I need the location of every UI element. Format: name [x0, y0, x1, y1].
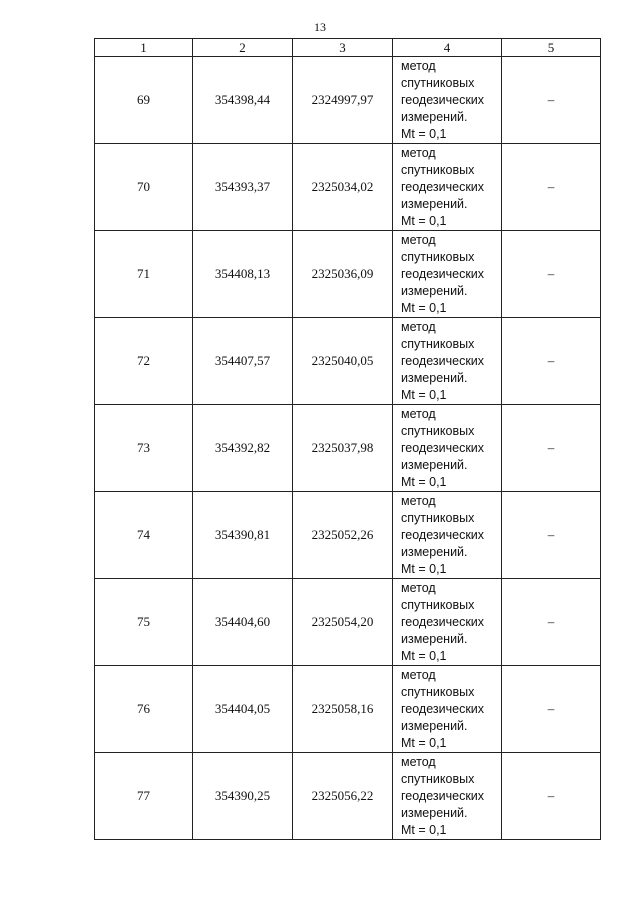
method-line: измерений.: [401, 196, 468, 211]
table-header-row: [95, 39, 601, 57]
table-row: [95, 492, 601, 579]
method-line: метод: [401, 493, 436, 508]
method-line: метод: [401, 406, 436, 421]
method-line: метод: [401, 754, 436, 769]
method-line: измерений.: [401, 718, 468, 733]
x-coordinate-cell: 354404,60: [193, 579, 293, 666]
note-cell: –: [502, 753, 601, 840]
y-coordinate-cell: 2325037,98: [293, 405, 393, 492]
x-coordinate-cell: 354404,05: [193, 666, 293, 753]
method-cell: [393, 753, 502, 840]
table-row: [95, 318, 601, 405]
method-line: геодезических: [401, 614, 485, 629]
y-coordinate-cell: 2324997,97: [293, 57, 393, 144]
method-line: Mt = 0,1: [401, 561, 447, 576]
point-number-cell: 77: [95, 753, 193, 840]
method-line: спутниковых: [401, 771, 475, 786]
method-line: метод: [401, 58, 436, 73]
note-cell: –: [502, 579, 601, 666]
method-line: геодезических: [401, 440, 485, 455]
column-header-2: 2: [193, 39, 293, 57]
method-line: метод: [401, 667, 436, 682]
method-line: спутниковых: [401, 510, 475, 525]
point-number-cell: 73: [95, 405, 193, 492]
method-line: Mt = 0,1: [401, 213, 447, 228]
method-line: Mt = 0,1: [401, 126, 447, 141]
note-cell: –: [502, 318, 601, 405]
point-number-cell: 71: [95, 231, 193, 318]
method-line: измерений.: [401, 805, 468, 820]
note-cell: –: [502, 666, 601, 753]
method-line: метод: [401, 580, 436, 595]
method-cell: [393, 492, 502, 579]
table-row: [95, 579, 601, 666]
x-coordinate-cell: 354393,37: [193, 144, 293, 231]
table-row: [95, 57, 601, 144]
method-line: геодезических: [401, 527, 485, 542]
coordinates-table: [94, 38, 601, 840]
y-coordinate-cell: 2325052,26: [293, 492, 393, 579]
method-line: Mt = 0,1: [401, 474, 447, 489]
note-cell: –: [502, 231, 601, 318]
y-coordinate-cell: 2325034,02: [293, 144, 393, 231]
method-line: спутниковых: [401, 249, 475, 264]
x-coordinate-cell: 354408,13: [193, 231, 293, 318]
method-cell: [393, 231, 502, 318]
table-row: [95, 144, 601, 231]
method-cell: [393, 666, 502, 753]
y-coordinate-cell: 2325036,09: [293, 231, 393, 318]
y-coordinate-cell: 2325040,05: [293, 318, 393, 405]
y-coordinate-cell: 2325056,22: [293, 753, 393, 840]
column-header-3: 3: [293, 39, 393, 57]
point-number-cell: 75: [95, 579, 193, 666]
method-line: измерений.: [401, 109, 468, 124]
y-coordinate-cell: 2325058,16: [293, 666, 393, 753]
table-row: [95, 231, 601, 318]
method-line: измерений.: [401, 631, 468, 646]
method-cell: [393, 318, 502, 405]
method-line: геодезических: [401, 179, 485, 194]
note-cell: –: [502, 405, 601, 492]
method-line: Mt = 0,1: [401, 735, 447, 750]
note-cell: –: [502, 57, 601, 144]
point-number-cell: 74: [95, 492, 193, 579]
method-cell: [393, 57, 502, 144]
column-header-1: 1: [95, 39, 193, 57]
method-line: спутниковых: [401, 336, 475, 351]
method-line: спутниковых: [401, 423, 475, 438]
x-coordinate-cell: 354390,81: [193, 492, 293, 579]
point-number-cell: 72: [95, 318, 193, 405]
method-line: геодезических: [401, 266, 485, 281]
point-number-cell: 76: [95, 666, 193, 753]
x-coordinate-cell: 354392,82: [193, 405, 293, 492]
table-row: [95, 405, 601, 492]
note-cell: –: [502, 144, 601, 231]
y-coordinate-cell: 2325054,20: [293, 579, 393, 666]
method-line: Mt = 0,1: [401, 387, 447, 402]
table-row: [95, 666, 601, 753]
method-line: Mt = 0,1: [401, 300, 447, 315]
method-line: спутниковых: [401, 75, 475, 90]
method-cell: [393, 405, 502, 492]
x-coordinate-cell: 354390,25: [193, 753, 293, 840]
method-line: измерений.: [401, 457, 468, 472]
method-line: измерений.: [401, 370, 468, 385]
method-line: геодезических: [401, 92, 485, 107]
method-line: измерений.: [401, 283, 468, 298]
column-header-5: 5: [502, 39, 601, 57]
method-line: геодезических: [401, 701, 485, 716]
point-number-cell: 70: [95, 144, 193, 231]
point-number-cell: 69: [95, 57, 193, 144]
method-line: геодезических: [401, 353, 485, 368]
method-line: геодезических: [401, 788, 485, 803]
page-number: 13: [314, 20, 326, 34]
method-line: Mt = 0,1: [401, 822, 447, 837]
method-line: метод: [401, 232, 436, 247]
method-line: измерений.: [401, 544, 468, 559]
x-coordinate-cell: 354398,44: [193, 57, 293, 144]
x-coordinate-cell: 354407,57: [193, 318, 293, 405]
method-cell: [393, 144, 502, 231]
method-line: Mt = 0,1: [401, 648, 447, 663]
table-row: [95, 753, 601, 840]
method-line: метод: [401, 319, 436, 334]
column-header-4: 4: [393, 39, 502, 57]
method-cell: [393, 579, 502, 666]
note-cell: –: [502, 492, 601, 579]
method-line: спутниковых: [401, 162, 475, 177]
method-line: спутниковых: [401, 597, 475, 612]
method-line: спутниковых: [401, 684, 475, 699]
method-line: метод: [401, 145, 436, 160]
